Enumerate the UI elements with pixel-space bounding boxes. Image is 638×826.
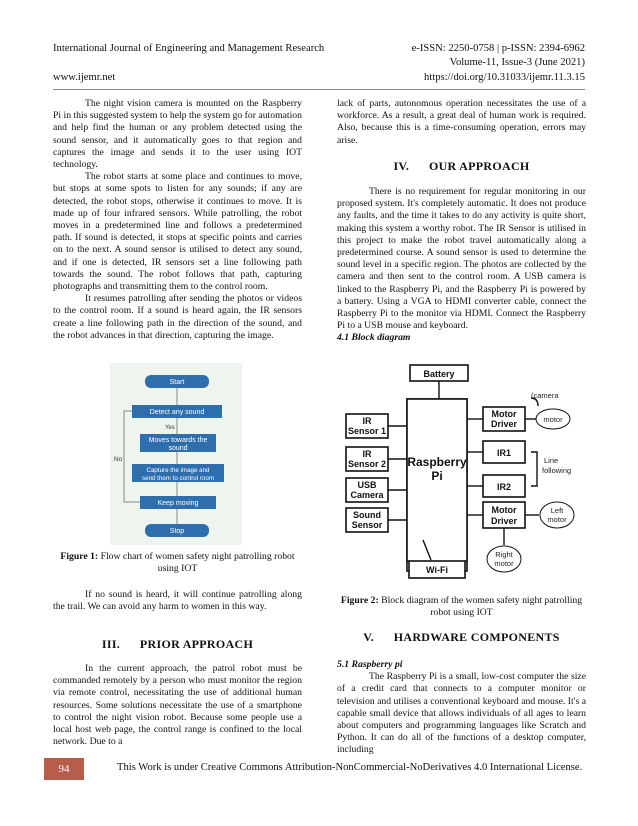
block-ir1-line2: Sensor 1 [347, 426, 387, 436]
figure-1-caption-label: Figure 1: [60, 551, 99, 562]
block-camera-note: (camera [531, 391, 559, 400]
right-paragraph-1: lack of parts, autonomous operation necessitates the use of a workforce. As a result, a great deal of human work is required. Also, because this is a time-consuming operation, errors may arise. [337, 98, 586, 146]
block-camera-motor-label: motor [543, 415, 563, 424]
right-column-mid [337, 186, 586, 345]
block-md1-line2: Driver [490, 419, 518, 429]
block-md1-line1: Motor [491, 409, 517, 419]
block-battery-label: Battery [423, 369, 455, 379]
left-paragraph-5: In the current approach, the patrol robot must be commanded remotely by a person who must monitor the region via remote control, necessitating the use of additional human resources. Some solutions necessitate the use of a smartphone to control the night vision robot. Because some people use a local host web page, the control range is confined to the local network. Due to a [53, 663, 302, 748]
block-sound-line2: Sensor [351, 520, 383, 530]
block-left-motor-label-2: motor [547, 515, 567, 524]
journal-title: International Journal of Engineering and Management Research [53, 43, 325, 54]
subsection-4-1-title: 4.1 Block diagram [337, 332, 411, 344]
block-right-motor-label-2: motor [494, 559, 514, 568]
flow-capture-label-1: Capture the image and [146, 467, 210, 474]
page-footer [44, 758, 597, 780]
section-4-title: IV. OUR APPROACH [393, 159, 530, 173]
right-column-bottom [337, 659, 586, 757]
flow-moves-label-2: sound [168, 445, 188, 452]
block-line-label-1: Line [544, 456, 559, 465]
figure-2-caption [337, 595, 586, 619]
website-link[interactable]: www.ijemr.net [53, 72, 116, 83]
right-column [337, 98, 586, 147]
block-ir2-line1: IR [362, 449, 372, 459]
left-column [53, 98, 302, 342]
volume-info: Volume-11, Issue-3 (June 2021) [449, 57, 585, 68]
left-paragraph-4: If no sound is heard, it will continue patrolling along the trail. We can avoid any harm to women in this way. [53, 589, 302, 613]
block-line-label-2: following [542, 466, 572, 475]
flow-moves-label-1: Moves towards the [148, 437, 208, 444]
block-wifi-label: Wi-Fi [426, 565, 448, 575]
flow-stop-label: Stop [169, 528, 185, 535]
block-rpi-line2: Pi [431, 469, 443, 483]
block-usb-line2: Camera [350, 490, 384, 500]
doi-link[interactable]: https://doi.org/10.31033/ijemr.11.3.15 [424, 72, 585, 83]
flow-keep-label: Keep moving [157, 500, 199, 507]
block-right-motor-label-1: Right [495, 550, 513, 559]
block-usb-line1: USB [357, 480, 377, 490]
subsection-5-1-title: 5.1 Raspberry pi [337, 659, 403, 670]
block-left-motor-label-1: Left [550, 506, 564, 515]
flow-no-label: No [114, 456, 123, 463]
figure-1-caption-text: Flow chart of women safety night patrolling robot using IOT [98, 551, 295, 575]
page-number: 94 [44, 758, 84, 780]
section-5-title: V. HARDWARE COMPONENTS [363, 630, 560, 644]
right-paragraph-2: There is no requirement for regular monitoring in our proposed system. It's completely automatic. It does not produce any faults, and the time it takes to do any activity is quite short, making this system a worthy robot. The IR Sensor is utilised in this project to make the robot travel automatically along a predetermined course. A sound sensor is used to determine the sound level in a specific region. The photos are collected by the camera and then sent to the control room. A USB camera is linked to the Raspberry Pi, and the Raspberry Pi is powered by a battery. Using a VGA to HDMI converter cable, connect the Raspberry Pi to the monitor via HDMI. Connect the Raspberry Pi to a USB mouse and keyboard. [337, 186, 586, 332]
left-paragraph-2: The robot starts at some place and continues to move, but stops at some spots to listen for any sounds; if any are detected, the robot stops, otherwise it continues to move. It is made up of four infrared sensors. While patrolling, the robot moves in a predetermined line and follows a predetermined path. If sound is detected, it stops at specific points and carries on to the next. A sound sensor is utilised to detect any sound, and if one is detected, IR sensors set a line following path towards the sound. The robot follows that path, capturing photographs and transmitting them to the control room. [53, 171, 302, 293]
block-ir1-right-label: IR1 [496, 448, 512, 458]
block-ir1-line1: IR [362, 416, 372, 426]
issn: e-ISSN: 2250-0758 | p-ISSN: 2394-6962 [411, 43, 585, 54]
block-sound-line1: Sound [353, 510, 381, 520]
flow-capture-label-2: send them to control room [142, 475, 214, 482]
figure-2-caption-text: Block diagram of the women safety night patrolling robot using IOT [378, 595, 583, 619]
left-paragraph-3: It resumes patrolling after sending the photos or videos to the control room. If a sound is heard again, the IR sensors create a line following path in the direction of the sound, and the robot advances in that direction, capturing the image. [53, 293, 302, 341]
section-3-title: III. PRIOR APPROACH [101, 637, 254, 651]
figure-2-block-diagram [343, 362, 581, 584]
block-md2-line1: Motor [491, 505, 517, 515]
left-paragraph-1: The night vision camera is mounted on the Raspberry Pi in this suggested system to help the system go for automation and help find the human or any problem detected using the sound sensor, and it automatically goes to that region and captures the image and sends it to the user using IOT technology. [53, 98, 302, 171]
left-column-lower [53, 589, 302, 613]
figure-1-flowchart [110, 363, 242, 545]
license-text: This Work is under Creative Commons Attribution-NonCommercial-NoDerivatives 4.0 International License. [117, 762, 583, 773]
flow-yes-label: Yes [165, 425, 175, 431]
block-rpi-line1: Raspberry [407, 455, 467, 469]
figure-1-caption [53, 551, 302, 575]
block-ir2-right-label: IR2 [496, 482, 512, 492]
left-column-bottom [53, 663, 302, 748]
header-divider [53, 89, 585, 90]
right-paragraph-3: The Raspberry Pi is a small, low-cost computer the size of a credit card that connects to a computer monitor or television and utilises a conventional keyboard and mouse. It's a capable small device that allows individuals of all ages to learn about computers and programming languages like Scratch and Python. It can do all of the functions of a desktop computer, including [337, 671, 586, 756]
flow-detect-label: Detect any sound [149, 409, 205, 416]
figure-2-caption-label: Figure 2: [340, 595, 379, 606]
block-md2-line2: Driver [490, 516, 518, 526]
flow-start-label: Start [169, 379, 185, 386]
block-ir2-line2: Sensor 2 [347, 459, 387, 469]
